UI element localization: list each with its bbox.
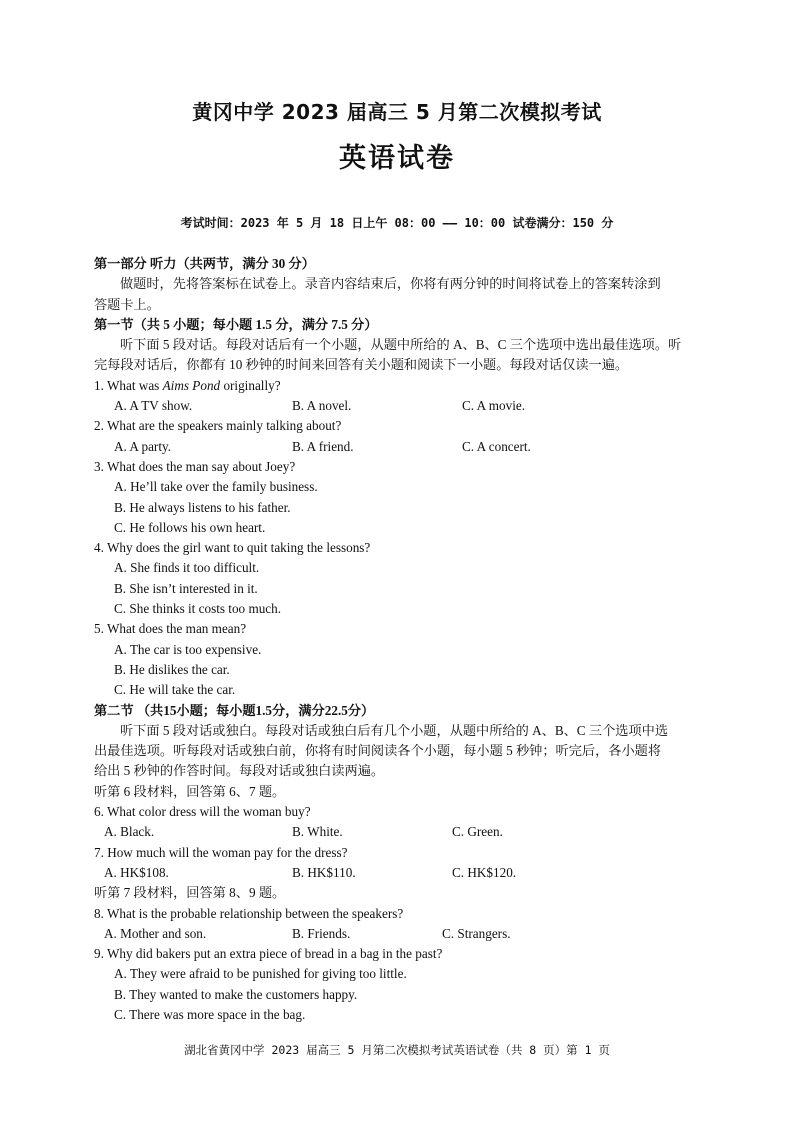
material-6-note: 听第 6 段材料，回答第 6、7 题。 — [94, 783, 286, 799]
option-c: C. Strangers. — [442, 925, 511, 941]
question-8-options — [94, 924, 702, 944]
option-c: C. HK$120. — [452, 864, 517, 880]
exam-content — [94, 254, 702, 1025]
option-c: C. A concert. — [462, 438, 531, 454]
section2-intro-cont: 给出 5 秒钟的作答时间。每段对话或独白读两遍。 — [94, 763, 385, 779]
option-a: A. They were afraid to be punished for giving too little. — [114, 966, 407, 982]
question-1-pre: 1. What was — [94, 377, 163, 393]
option-a: A. Black. — [104, 824, 155, 840]
option-c: C. He follows his own heart. — [114, 519, 266, 535]
question-1-post: originally? — [220, 377, 281, 393]
question-4: 4. Why does the girl want to quit taking the lessons? — [94, 540, 371, 556]
option-b: B. He always listens to his father. — [114, 499, 291, 515]
question-2-options — [94, 437, 702, 457]
question-3: 3. What does the man say about Joey? — [94, 458, 296, 474]
section2-intro: 听下面 5 段对话或独白。每段对话或独白后有几个小题，从题中所给的 A、B、C 三个选项中选 — [120, 722, 669, 738]
option-c: C. A movie. — [462, 398, 526, 414]
question-7: 7. How much will the woman pay for the dress? — [94, 844, 348, 860]
exam-subject: 英语试卷 — [339, 143, 455, 174]
option-b: B. She isn’t interested in it. — [114, 580, 258, 596]
option-b: B. A novel. — [292, 398, 352, 414]
question-1-title: Aims Pond — [162, 377, 221, 393]
question-5: 5. What does the man mean? — [94, 621, 247, 637]
question-8: 8. What is the probable relationship between the speakers? — [94, 905, 404, 921]
question-2: 2. What are the speakers mainly talking about? — [94, 418, 342, 434]
option-b: B. White. — [292, 824, 343, 840]
question-6: 6. What color dress will the woman buy? — [94, 804, 311, 820]
question-1-options — [94, 396, 702, 416]
option-a: A. Mother and son. — [104, 925, 207, 941]
option-b: B. He dislikes the car. — [114, 661, 230, 677]
part1-intro: 做题时，先将答案标在试卷上。录音内容结束后，你将有两分钟的时间将试卷上的答案转涂到 — [120, 276, 661, 292]
question-6-options — [94, 822, 702, 842]
section2-intro-cont: 出最佳选项。听每段对话或独白前，你将有时间阅读各个小题，每小题 5 秒钟；听完后，各小题将 — [94, 743, 662, 759]
question-9: 9. Why did bakers put an extra piece of bread in a bag in the past? — [94, 946, 443, 962]
option-b: B. Friends. — [292, 925, 351, 941]
page-footer: 湖北省黄冈中学 2023 届高三 5 月第二次模拟考试英语试卷（共 8 页）第 1 页 — [184, 1043, 610, 1057]
exam-info: 考试时间：2023 年 5 月 18 日上午 08：00 —— 10：00 试卷满分：150 分 — [180, 216, 614, 230]
part1-heading: 第一部分 听力（共两节，满分 30 分） — [94, 256, 315, 271]
option-b: B. HK$110. — [292, 864, 356, 880]
part1-intro-cont: 答题卡上。 — [94, 296, 160, 312]
option-c: C. He will take the car. — [114, 682, 236, 698]
option-a: A. A party. — [114, 438, 172, 454]
option-c: C. Green. — [452, 824, 503, 840]
option-a: A. HK$108. — [104, 864, 169, 880]
option-b: B. They wanted to make the customers happy. — [114, 986, 358, 1002]
section2-heading: 第二节 （共15小题；每小题1.5分，满分22.5分） — [94, 702, 375, 718]
question-7-options — [94, 863, 702, 883]
option-c: C. There was more space in the bag. — [114, 1006, 306, 1022]
option-a: A. The car is too expensive. — [114, 641, 262, 657]
section1-intro: 听下面 5 段对话。每段对话后有一个小题，从题中所给的 A、B、C 三个选项中选出最佳选项。听 — [120, 337, 682, 353]
exam-title: 黄冈中学 2023 届高三 5 月第二次模拟考试 — [192, 100, 602, 124]
section1-heading: 第一节（共 5 小题；每小题 1.5 分，满分 7.5 分） — [94, 316, 378, 332]
option-b: B. A friend. — [292, 438, 354, 454]
option-c: C. She thinks it costs too much. — [114, 601, 282, 617]
question-1 — [94, 376, 702, 396]
option-a: A. A TV show. — [114, 398, 193, 414]
material-7-note: 听第 7 段材料，回答第 8、9 题。 — [94, 885, 286, 901]
option-a: A. He’ll take over the family business. — [114, 479, 318, 495]
option-a: A. She finds it too difficult. — [114, 560, 260, 576]
section1-intro-cont: 完每段对话后，你都有 10 秒钟的时间来回答有关小题和阅读下一小题。每段对话仅读一遍。 — [94, 357, 629, 373]
